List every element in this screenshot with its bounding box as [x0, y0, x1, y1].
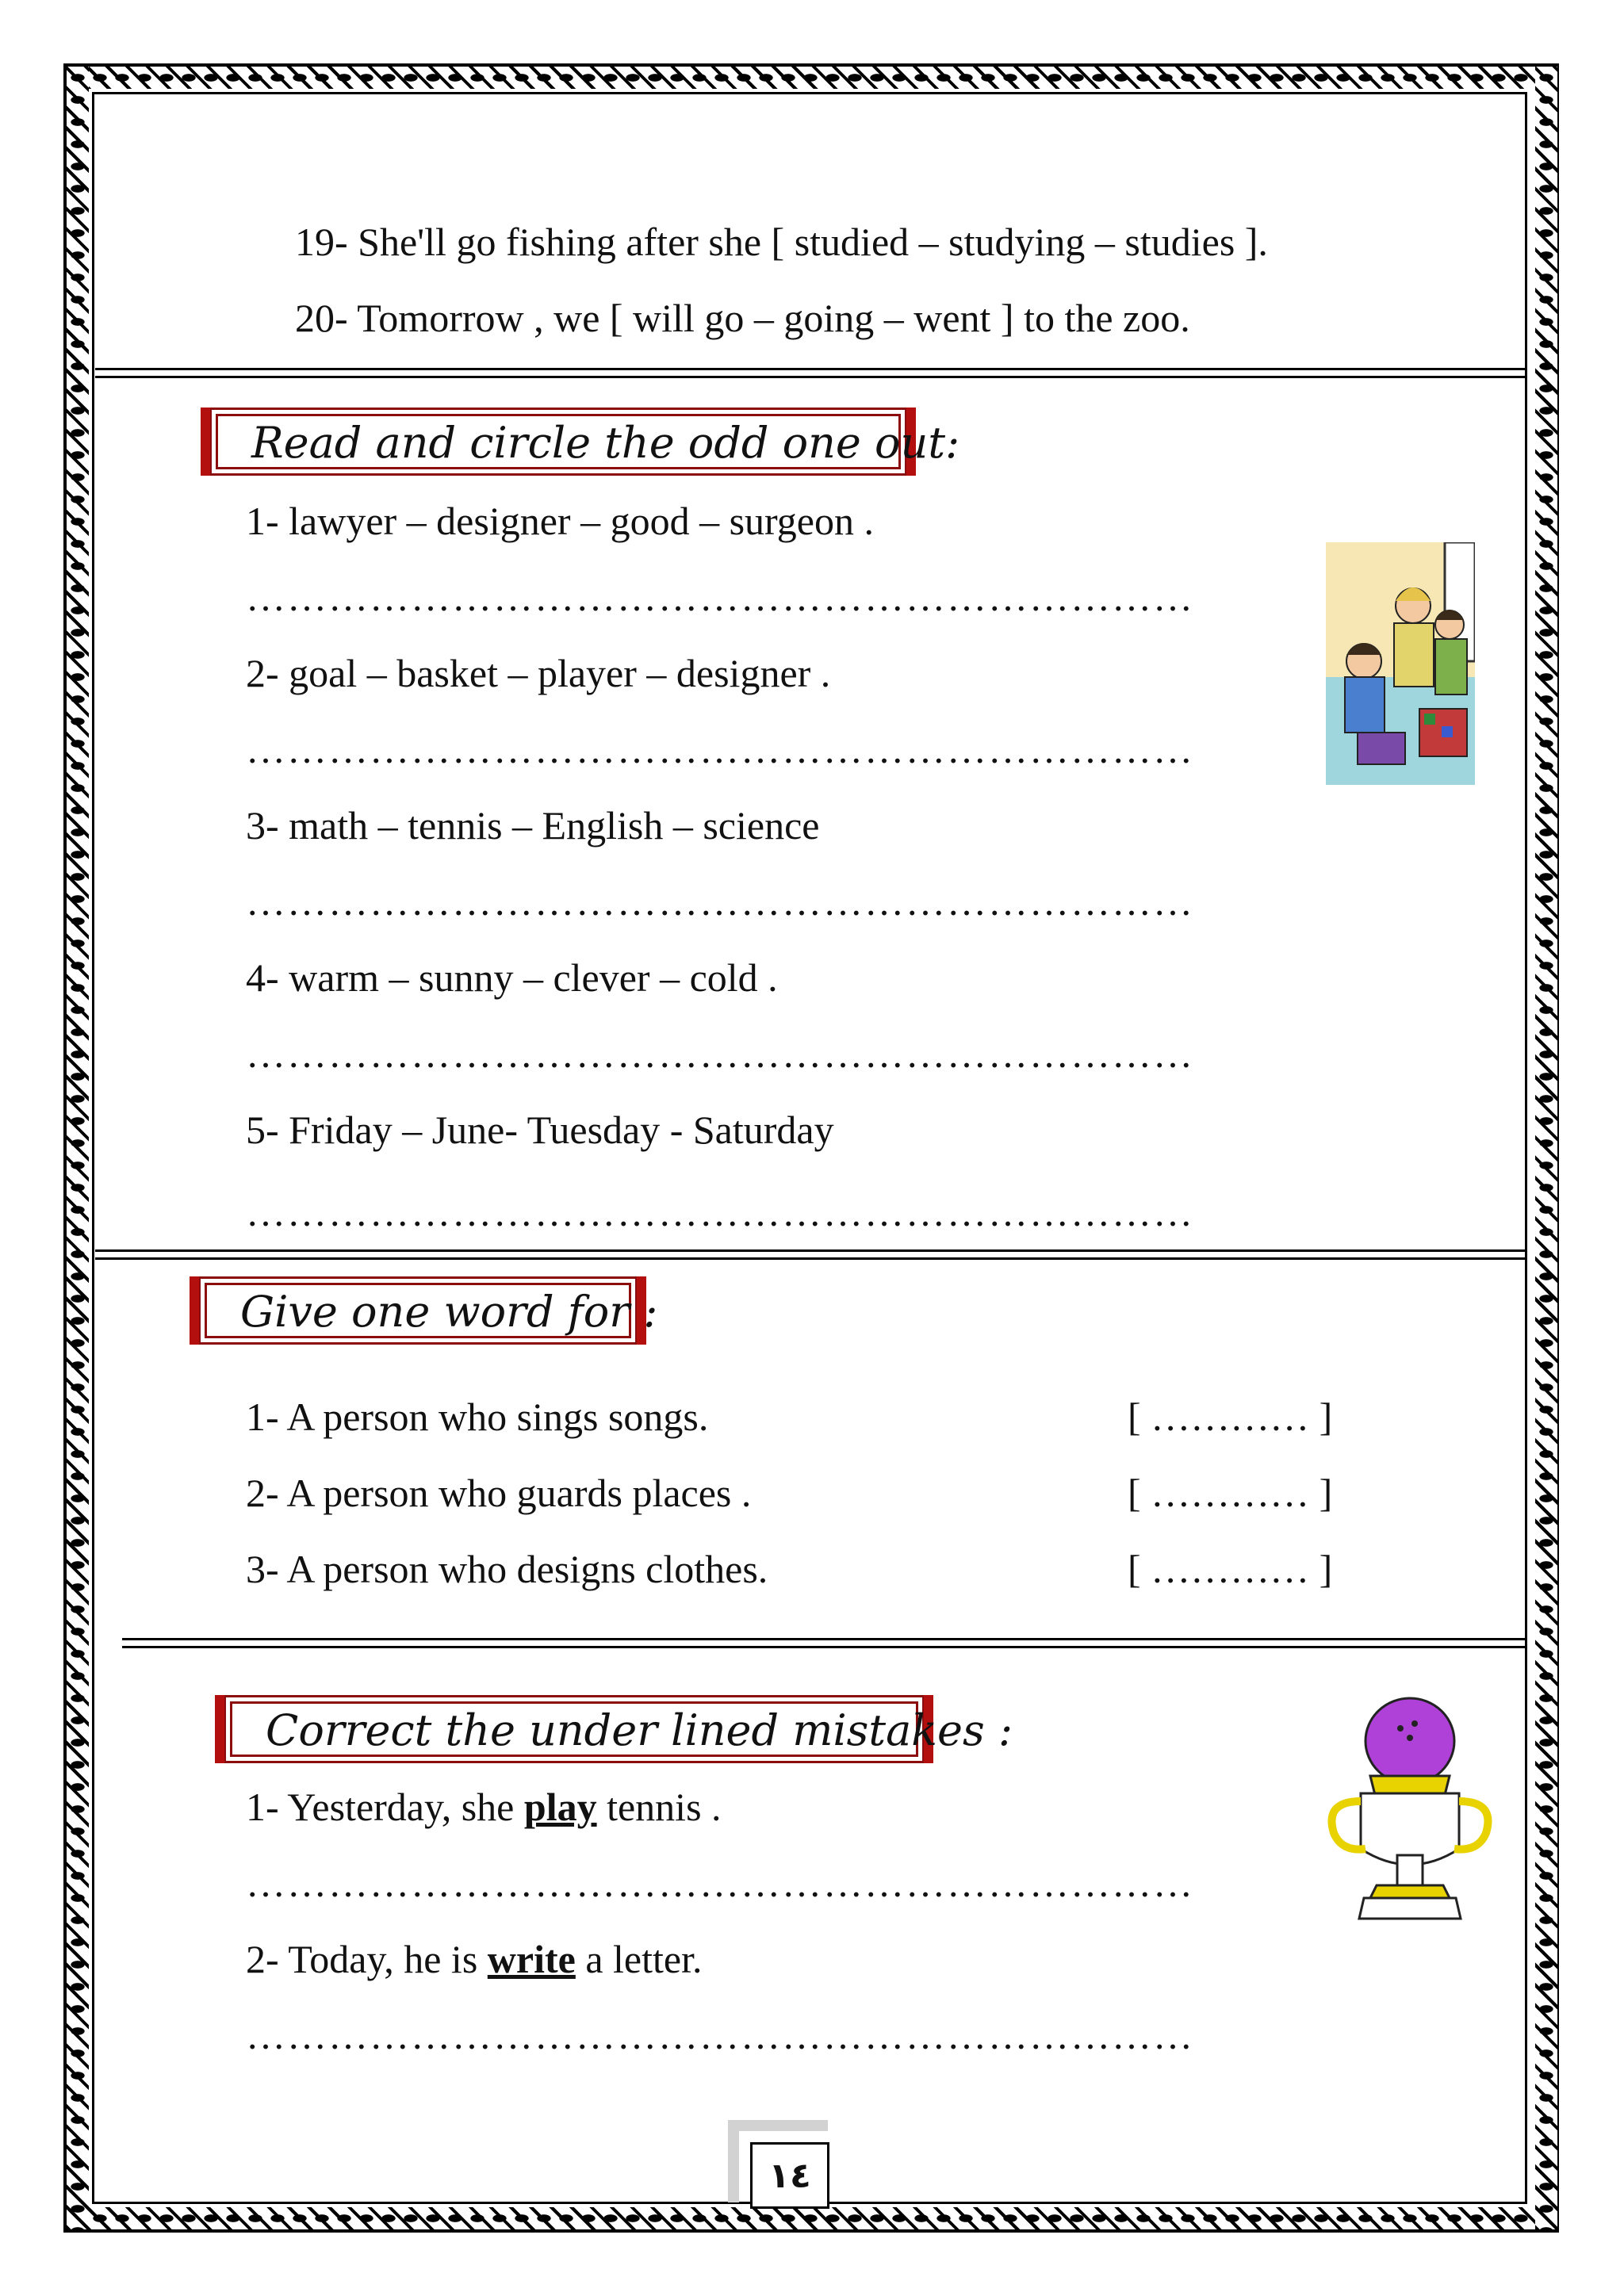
banner-cap-left — [201, 408, 210, 476]
answer-line: …………………………………………………………… — [246, 1861, 1194, 1905]
correct-mistakes-heading: Correct the under lined mistakes : — [266, 1705, 1013, 1755]
question-20: 20- Tomorrow , we [ will go – going – went ] to the zoo. — [295, 296, 1190, 340]
section-divider — [122, 1638, 1527, 1640]
section-divider — [95, 376, 1527, 378]
section-divider — [95, 1257, 1527, 1260]
one-word-item-3: 3- A person who designs clothes. — [246, 1547, 768, 1591]
mistake-item-1 — [246, 1784, 722, 1830]
correct-mistakes-heading-banner — [224, 1695, 1013, 1763]
vine-border-bottom — [67, 2207, 1556, 2229]
answer-line: …………………………………………………………… — [246, 1031, 1194, 1076]
section-divider — [95, 368, 1527, 370]
odd-item-2: 2- goal – basket – player – designer . — [246, 651, 831, 695]
trophy-cup-picture-icon — [1321, 1697, 1500, 1927]
answer-line: …………………………………………………………… — [246, 879, 1194, 924]
odd-one-out-heading: Read and circle the odd one out: — [251, 418, 960, 468]
mistake-item-2 — [246, 1936, 703, 1982]
answer-line: …………………………………………………………… — [246, 575, 1194, 619]
question-19: 19- She'll go fishing after she [ studied – studying – studies ]. — [295, 220, 1268, 264]
answer-line: …………………………………………………………… — [246, 727, 1194, 771]
answer-blank: [ ………… ] — [1128, 1471, 1333, 1515]
one-word-item-2: 2- A person who guards places . — [246, 1471, 752, 1515]
banner-cap-left — [190, 1276, 199, 1345]
mistake-word-2: write — [487, 1937, 576, 1981]
odd-item-1: 1- lawyer – designer – good – surgeon . — [246, 499, 874, 543]
children-playing-picture-icon — [1326, 542, 1475, 785]
answer-blank: [ ………… ] — [1128, 1547, 1333, 1591]
mistake-item-2-after: a letter. — [575, 1937, 703, 1981]
section-divider — [122, 1646, 1527, 1648]
odd-one-out-heading-banner — [209, 408, 960, 476]
mistake-word-1: play — [523, 1785, 597, 1829]
answer-line: …………………………………………………………… — [246, 1190, 1194, 1234]
answer-line: …………………………………………………………… — [246, 2013, 1194, 2057]
odd-item-3: 3- math – tennis – English – science — [246, 803, 820, 848]
banner-cap-left — [215, 1695, 224, 1763]
vine-border-top — [67, 67, 1556, 89]
one-word-heading: Give one word for : — [240, 1287, 658, 1337]
mistake-item-1-after: tennis . — [596, 1785, 722, 1829]
odd-item-4: 4- warm – sunny – clever – cold . — [246, 955, 778, 1000]
answer-blank: [ ………… ] — [1128, 1395, 1333, 1439]
one-word-heading-banner — [198, 1276, 658, 1345]
vine-border-left — [67, 67, 89, 2229]
one-word-item-1: 1- A person who sings songs. — [246, 1395, 709, 1439]
odd-item-5: 5- Friday – June- Tuesday - Saturday — [246, 1108, 834, 1152]
section-divider — [95, 1249, 1527, 1252]
mistake-item-1-before: 1- Yesterday, she — [246, 1785, 524, 1829]
vine-border-right — [1535, 67, 1557, 2229]
mistake-item-2-before: 2- Today, he is — [246, 1937, 488, 1981]
page-number: ١٤ — [750, 2142, 829, 2209]
